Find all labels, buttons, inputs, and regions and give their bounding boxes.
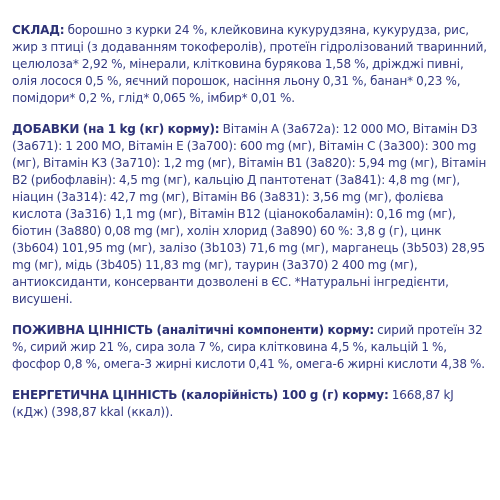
composition-title: СКЛАД: bbox=[12, 23, 65, 37]
composition-section bbox=[12, 22, 488, 107]
additives-title: ДОБАВКИ (на 1 kg (кг) корму): bbox=[12, 122, 220, 136]
additives-text: Вітамін А (3а672а): 12 000 МО, Вітамін D3 (3а671): 1 200 МО, Вітамін Е (3а700): 600 mg (мг), Вітамін С (3а300): 300 mg (мг), Вітамін К3 (3а710): 1,2 mg (мг), Вітамін В1 (3а820): 5,94 mg (мг), Вітамін В2 (рибофлавін): 4,5 mg (мг), кальцію Д пантотенат (3а841): 4,8 mg (мг), ніацин (3а314): 42,7 mg (мг), Вітамін В6 (3а831): 3,56 mg (мг), фолієва кислота (3а316) 1,1 mg (мг), Вітамін В12 (ціанокобаламін): 0,16 mg (мг), біотин (3а880) 0,08 mg (мг), холін хлорид (3а890) 60 %: 3,8 g (г), цинк (3b604) 101,95 mg (мг), залізо (3b103) 71,6 mg (мг), марганець (3b503) 28,95 mg (мг), мідь (3b405) 11,83 mg (мг), таурин (3а370) 2 400 mg (мг), антиоксиданти, консерванти дозволені в ЄС. *Натуральні інгредієнти, висушені. bbox=[12, 122, 487, 306]
nutritional-value-section bbox=[12, 322, 488, 373]
nutritional-value-text: сирий протеїн 32 %, сирий жир 21 %, сира зола 7 %, сира клітковина 4,5 %, кальцій 1 %, фосфор 0,8 %, омега-3 жирні кислоти 0,41 %, омега-6 жирні кислоти 4,38 %. bbox=[12, 323, 485, 371]
energy-value-text: 1668,87 kJ (кДж) (398,87 kkal (ккал)). bbox=[12, 388, 454, 419]
composition-text: борошно з курки 24 %, клейковина кукурудзяна, кукурудза, рис, жир з птиці (з додаванням токоферолів), протеїн гідролізований тваринний, целюлоза* 2,92 %, мінерали, клітковина бурякова 1,58 %, дріжджі пивні, олія лосося 0,5 %, яєчний порошок, насіння льону 0,31 %, банан* 0,23 %, помідори* 0,2 %, глід* 0,065 %, імбир* 0,01 %. bbox=[12, 23, 487, 105]
nutritional-value-title: ПОЖИВНА ЦІННІСТЬ (аналітичні компоненти) корму: bbox=[12, 323, 374, 337]
additives-section bbox=[12, 121, 488, 308]
energy-value-title: ЕНЕРГЕТИЧНА ЦІННІСТЬ (калорійність) 100 g (г) корму: bbox=[12, 388, 389, 402]
energy-value-section bbox=[12, 387, 488, 421]
